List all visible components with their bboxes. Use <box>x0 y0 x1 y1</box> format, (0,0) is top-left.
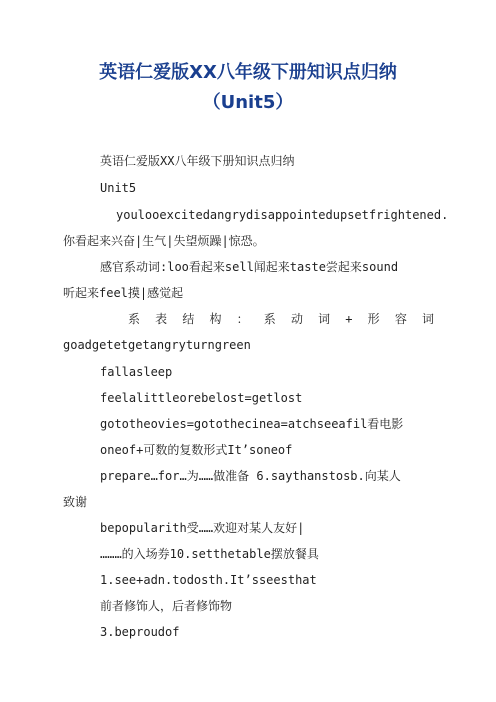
text-line: goadgetetgetangryturngreen <box>63 338 251 352</box>
text-line: fallasleep <box>100 365 173 379</box>
text-line: feelalittleorebelost=getlost <box>100 391 303 405</box>
document-title: 英语仁爱版XX八年级下册知识点归纳 <box>99 62 397 83</box>
text-line: 英语仁爱版XX八年级下册知识点归纳 <box>100 154 295 168</box>
document-subtitle: （Unit5） <box>202 92 294 113</box>
text-line: 听起来feel摸|感觉起 <box>63 286 184 300</box>
text-line: 1.see+adn.todosth.It’sseesthat <box>100 573 317 587</box>
text-line: oneof+可数的复数形式It’soneof <box>100 443 293 457</box>
text-line: 前者修饰人，后者修饰物 <box>100 599 233 613</box>
text-line: youlooexcitedangrydisappointedupsetfrightened. <box>116 208 449 222</box>
text-line: 你看起来兴奋|生气|失望烦躁|惊恐。 <box>63 234 265 248</box>
text-line: gototheovies=gotothecinea=atchseeafil看电影 <box>100 417 404 431</box>
text-line: ………的入场券10.setthetable摆放餐具 <box>100 547 319 561</box>
text-line: 3.beproudof <box>100 625 180 639</box>
text-line: prepare…for…为……做准备 6.saythanstosb.向某人 <box>100 469 401 483</box>
text-line: 致谢 <box>63 495 88 509</box>
text-line: bepopularith受……欢迎对某人友好| <box>100 521 305 535</box>
text-line: Unit5 <box>100 181 137 195</box>
text-line: 系表结构：系动词+形容词 <box>128 312 434 326</box>
text-line: 感官系动词:loo看起来sell闻起来taste尝起来sound <box>100 260 399 274</box>
